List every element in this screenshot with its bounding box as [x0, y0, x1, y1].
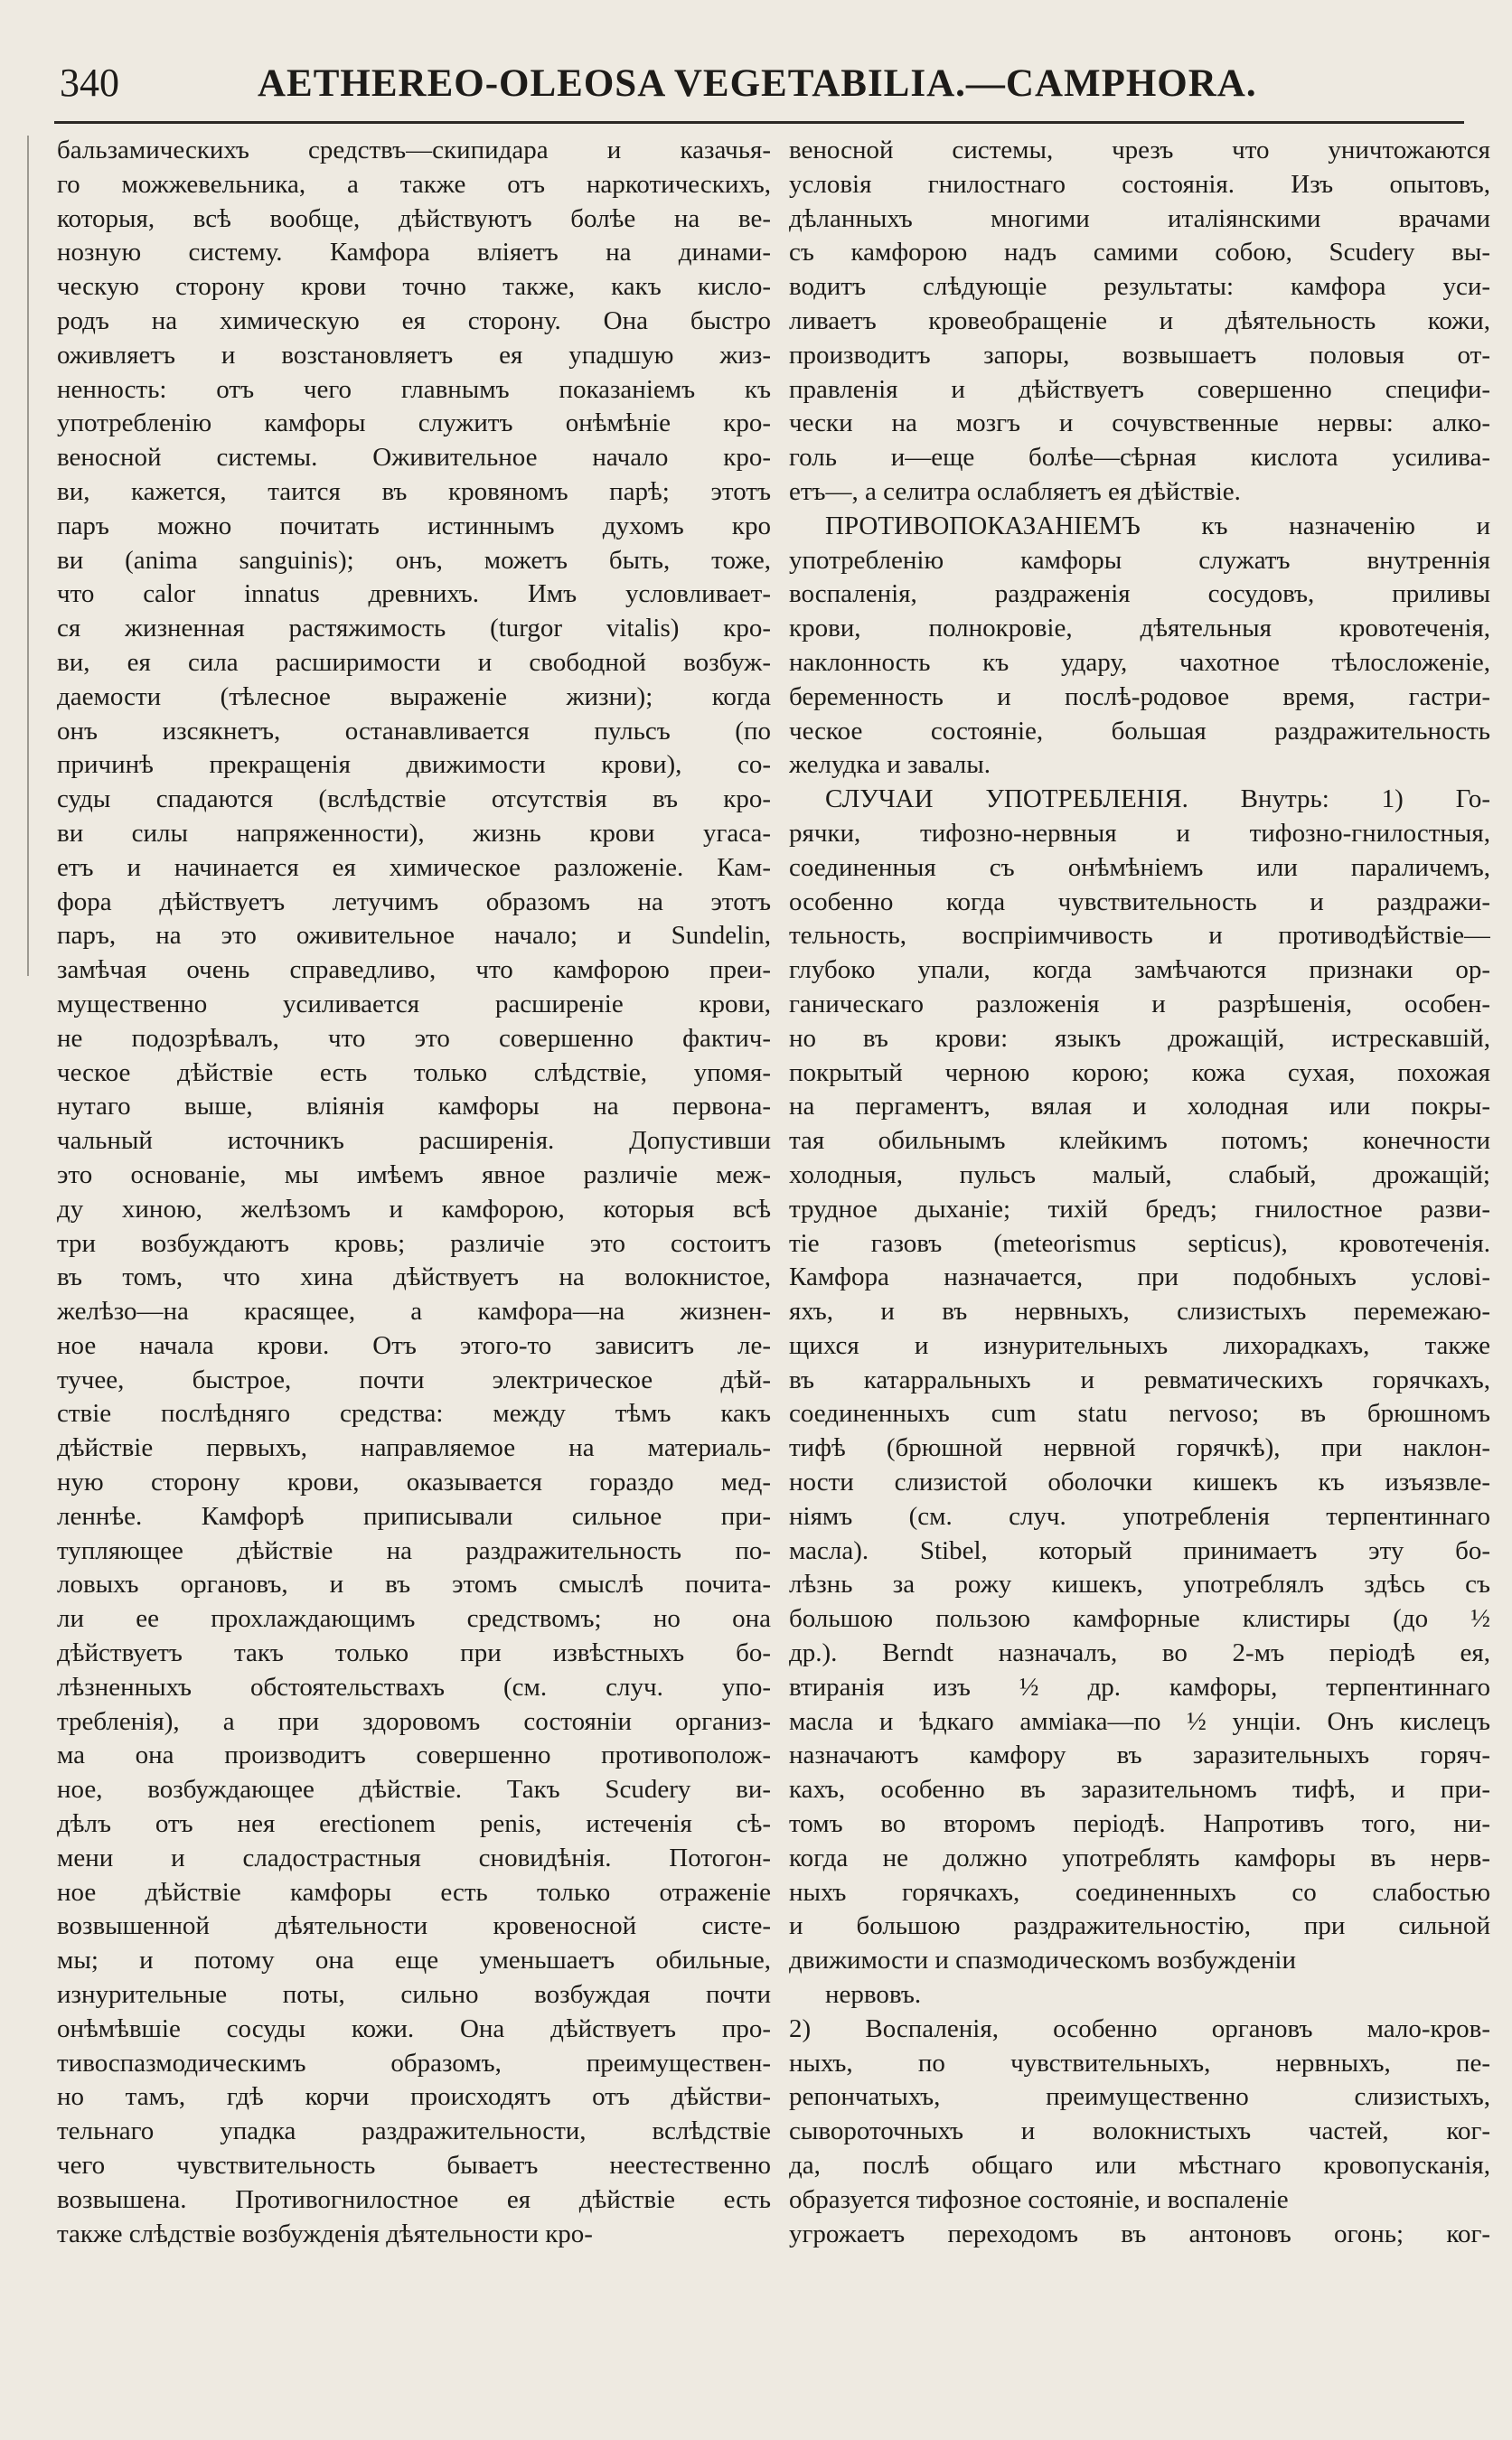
text-line: въ томъ, что хина дѣйствуетъ на волокнистое, — [57, 1262, 771, 1292]
text-line: ду хиною, желѣзомъ и камфорою, которыя всѣ — [57, 1194, 771, 1224]
text-line: возвышена. Противогнилостное ея дѣйствіе есть — [57, 2184, 771, 2214]
text-line: ганическаго разложенія и разрѣшенія, особен- — [789, 989, 1490, 1018]
text-line: мущественно усиливается расширеніе крови, — [57, 989, 771, 1018]
text-line: мы; и потому она еще уменьшаетъ обильные, — [57, 1946, 771, 1975]
text-line: леннѣе. Камфорѣ приписывали сильное при- — [57, 1501, 771, 1531]
text-line: тучее, быстрое, почти электрическое дѣй- — [57, 1365, 771, 1394]
text-line: паръ, на это оживительное начало; и Sundelin, — [57, 921, 771, 951]
text-line: масла). Stibel, который принимаетъ эту бо- — [789, 1535, 1490, 1565]
text-line: дѣланныхъ многими италіянскими врачами — [789, 203, 1490, 233]
text-line: родъ на химическую ея сторону. Она быстро — [57, 305, 771, 335]
text-line: чальный источникъ расширенія. Допустивши — [57, 1126, 771, 1156]
text-line: тельность, воспріимчивость и противодѣйствіе— — [789, 921, 1490, 951]
text-line: крови, полнокровіе, дѣятельныя кровотеченія, — [789, 614, 1490, 643]
text-line: изнурительные поты, сильно возбуждая почти — [57, 1980, 771, 2010]
text-line: ное, возбуждающее дѣйствіе. Такъ Scudery ви- — [57, 1775, 771, 1805]
text-line: фора дѣйствуетъ летучимъ образомъ на этотъ — [57, 887, 771, 916]
left-column — [57, 134, 771, 2251]
text-line: ви силы напряженности), жизнь крови угаса- — [57, 818, 771, 848]
running-title: AETHEREO-OLEOSA VEGETABILIA.—CAMPHORA. — [258, 62, 1257, 105]
header-rule — [54, 121, 1464, 124]
text-line: правленія и дѣйствуетъ совершенно специфи- — [789, 374, 1490, 404]
text-line: онѣмѣвшіе сосуды кожи. Она дѣйствуетъ про- — [57, 2013, 771, 2043]
text-line: это основаніе, мы имѣемъ явное различіе меж- — [57, 1159, 771, 1189]
text-line: ное дѣйствіе камфоры есть только отраженіе — [57, 1877, 771, 1907]
text-line: веносной системы, чрезъ что уничтожаются — [789, 136, 1490, 164]
text-line: яхъ, и въ нервныхъ, слизистыхъ перемежаю- — [789, 1297, 1490, 1327]
text-line: ненность: отъ чего главнымъ показаніемъ къ — [57, 374, 771, 404]
text-line: ныхъ, по чувствительныхъ, нервныхъ, пе- — [789, 2048, 1490, 2078]
text-line: ви (anima sanguinis); онъ, можетъ быть, тоже, — [57, 545, 771, 575]
text-line: лѣзнь за рожу кишекъ, употреблялъ здѣсь съ — [789, 1570, 1490, 1600]
text-line: тифѣ (брюшной нервной горячкѣ), при наклон- — [789, 1433, 1490, 1463]
text-line: которыя, всѣ вообще, дѣйствуютъ болѣе на ве- — [57, 203, 771, 233]
text-line: ную сторону крови, оказывается гораздо мед- — [57, 1468, 771, 1497]
running-head — [54, 56, 1464, 110]
text-line: наклонность къ удару, чахотное тѣлосложеніе, — [789, 647, 1490, 677]
text-line: на пергаментъ, вялая и холодная или покры- — [789, 1092, 1490, 1121]
text-line: беременность и послѣ-родовое время, гастри- — [789, 681, 1490, 711]
text-line: съ камфорою надъ самими собою, Scudery вы- — [789, 238, 1490, 267]
text-line: ствіе послѣдняго средства: между тѣмъ какъ — [57, 1399, 771, 1429]
text-line: ческое дѣйствіе есть только слѣдствіе, упомя- — [57, 1057, 771, 1087]
text-line: большою пользою камфорные клистиры (до ½ — [789, 1604, 1490, 1634]
text-line: трудное дыханіе; тихій бредъ; гнилостное разви- — [789, 1194, 1490, 1224]
text-line: что calor innatus древнихъ. Имъ условливает- — [57, 579, 771, 609]
text-line: сывороточныхъ и волокнистыхъ частей, ког- — [789, 2116, 1490, 2146]
text-line: образуется тифозное состояніе, и воспаленіе — [789, 2184, 1289, 2214]
text-line: да, послѣ общаго или мѣстнаго кровопусканія, — [789, 2151, 1490, 2181]
text-line: ПРОТИВОПОКАЗАНІЕМЪ къ назначенію и — [825, 511, 1490, 540]
text-line: но тамъ, гдѣ корчи происходятъ отъ дѣйстви- — [57, 2082, 771, 2112]
right-column — [789, 134, 1490, 2251]
text-line: водитъ слѣдующіе результаты: камфора уси- — [789, 272, 1490, 302]
text-line: СЛУЧАИ УПОТРЕБЛЕНІЯ. Внутрь: 1) Го- — [825, 784, 1490, 814]
text-line: бальзамическихъ средствъ—скипидара и казачья- — [57, 136, 771, 164]
text-line: нервовъ. — [825, 1980, 922, 2010]
text-line: веносной системы. Оживительное начало кро- — [57, 443, 771, 473]
text-line: тупляющее дѣйствіе на раздражительность по- — [57, 1535, 771, 1565]
text-line: тельнаго упадка раздражительности, вслѣдствіе — [57, 2116, 771, 2146]
text-line: употребленію камфоры служатъ внутреннія — [789, 545, 1490, 575]
text-line: ческую сторону крови точно также, какъ кисло- — [57, 272, 771, 302]
text-line: щихся и изнурительныхъ лихорадкахъ, также — [789, 1330, 1490, 1360]
text-line: условія гнилостнаго состоянія. Изъ опытовъ, — [789, 169, 1490, 199]
text-line: етъ и начинается ея химическое разложеніе. Кам- — [57, 852, 771, 882]
text-line: глубоко упали, когда замѣчаются признаки ор- — [789, 955, 1490, 985]
text-line: кахъ, особенно въ заразительномъ тифѣ, и при- — [789, 1775, 1490, 1805]
text-line: употребленію камфоры служитъ онѣмѣніе кро- — [57, 408, 771, 438]
text-line: дѣлъ отъ нея erectionem penis, истеченія сѣ- — [57, 1809, 771, 1839]
text-line: когда не должно употреблять камфоры въ нерв- — [789, 1843, 1490, 1872]
text-line: также слѣдствіе возбужденія дѣятельности кро- — [57, 2219, 593, 2248]
text-line: соединенныя съ онѣмѣніемъ или параличемъ, — [789, 852, 1490, 882]
text-line: особенно когда чувствительность и раздражи- — [789, 887, 1490, 916]
text-line: оживляетъ и возстановляетъ ея упадшую жиз- — [57, 340, 771, 370]
text-line: и большою раздражительностію, при сильной — [789, 1911, 1490, 1941]
text-line: три возбуждаютъ кровь; различіе это состоитъ — [57, 1228, 771, 1258]
text-line: нутаго выше, вліянія камфоры на первона- — [57, 1092, 771, 1121]
text-line: чески на мозгъ и сочувственные нервы: алко- — [789, 408, 1490, 438]
text-line: ловыхъ органовъ, и въ этомъ смыслѣ почита- — [57, 1570, 771, 1600]
text-line: суды спадаются (вслѣдствіе отсутствія въ кро- — [57, 784, 771, 814]
text-line: дѣйствіе первыхъ, направляемое на материаль- — [57, 1433, 771, 1463]
text-line: ности слизистой оболочки кишекъ къ изъязвле- — [789, 1468, 1490, 1497]
text-line: рячки, тифозно-нервныя и тифозно-гнилостныя, — [789, 818, 1490, 848]
text-line: ли ее прохлаждающимъ средствомъ; но она — [57, 1604, 771, 1634]
text-line: назначаютъ камфору въ заразительныхъ горяч- — [789, 1741, 1490, 1770]
text-line: 2) Воспаленія, особенно органовъ мало-кров- — [789, 2013, 1490, 2043]
text-line: го можжевельника, а также отъ наркотическихъ, — [57, 169, 771, 199]
text-line: др.). Berndt назначалъ, во 2-мъ періодѣ ея, — [789, 1638, 1490, 1668]
text-line: репончатыхъ, преимущественно слизистыхъ, — [789, 2082, 1490, 2112]
text-line: ви, кажется, таится въ кровяномъ парѣ; этотъ — [57, 476, 771, 506]
text-line: замѣчая очень справедливо, что камфорою преи- — [57, 955, 771, 985]
text-line: мени и сладострастныя сновидѣнія. Потогон- — [57, 1843, 771, 1872]
text-line: желудка и завалы. — [789, 750, 991, 780]
text-line: ныхъ горячкахъ, соединенныхъ со слабостью — [789, 1877, 1490, 1907]
text-line: возвышенной дѣятельности кровеносной систе- — [57, 1911, 771, 1941]
text-line: дѣйствуетъ такъ только при извѣстныхъ бо- — [57, 1638, 771, 1668]
text-line: соединенныхъ cum statu nervoso; въ брюшномъ — [789, 1399, 1490, 1429]
text-line: даемости (тѣлесное выраженіе жизни); когда — [57, 681, 771, 711]
text-line: ческое состояніе, большая раздражительность — [789, 716, 1490, 746]
text-line: томъ во второмъ періодѣ. Напротивъ того, ни- — [789, 1809, 1490, 1839]
text-line: ви, ея сила расширимости и свободной возбуж- — [57, 647, 771, 677]
text-line: въ катарральныхъ и ревматическихъ горячкахъ, — [789, 1365, 1490, 1394]
page-number: 340 — [60, 61, 119, 105]
text-line: голь и—еще болѣе—сѣрная кислота усилива- — [789, 443, 1490, 473]
text-line: онъ изсякнетъ, останавливается пульсъ (по — [57, 716, 771, 746]
text-line: ное начала крови. Отъ этого-то зависитъ ле- — [57, 1330, 771, 1360]
text-line: угрожаетъ переходомъ въ антоновъ огонь; ког- — [789, 2219, 1490, 2248]
text-line: не подозрѣвалъ, что это совершенно фактич- — [57, 1023, 771, 1053]
text-line: нозную систему. Камфора вліяетъ на динами- — [57, 238, 771, 267]
text-line: причинѣ прекращенія движимости крови), со- — [57, 750, 771, 780]
text-line: Камфора назначается, при подобныхъ услові- — [789, 1262, 1490, 1292]
text-line: чего чувствительность бываетъ неестественно — [57, 2151, 771, 2181]
text-line: тивоспазмодическимъ образомъ, преимуществен- — [57, 2048, 771, 2078]
text-line: холодныя, пульсъ малый, слабый, дрожащій; — [789, 1159, 1490, 1189]
text-line: паръ можно почитать истиннымъ духомъ кро — [57, 511, 771, 540]
text-line: требленія), а при здоровомъ состояніи организ- — [57, 1706, 771, 1736]
text-line: лѣзненныхъ обстоятельствахъ (см. случ. упо- — [57, 1672, 771, 1702]
text-line: ливаетъ кровеобращеніе и дѣятельность кожи, — [789, 305, 1490, 335]
text-line: желѣзо—на красящее, а камфора—на жизнен- — [57, 1297, 771, 1327]
text-line: движимости и спазмодическомъ возбужденіи — [789, 1946, 1296, 1975]
text-line: тіе газовъ (meteorismus septicus), кровотеченія. — [789, 1228, 1490, 1258]
text-line: етъ—, а селитра ослабляетъ ея дѣйствіе. — [789, 476, 1241, 506]
text-line: но въ крови: языкъ дрожащій, истрескавшій, — [789, 1023, 1490, 1053]
text-line: воспаленія, раздраженія сосудовъ, приливы — [789, 579, 1490, 609]
text-line: тая обильнымъ клейкимъ потомъ; конечности — [789, 1126, 1490, 1156]
margin-pencil-mark — [27, 136, 29, 976]
text-line: ма она производитъ совершенно противополож- — [57, 1741, 771, 1770]
text-line: втиранія изъ ½ др. камфоры, терпентиннаго — [789, 1672, 1490, 1702]
text-line: масла и ѣдкаго аммiака—по ½ унціи. Онъ кислецъ — [789, 1706, 1490, 1736]
text-line: производитъ запоры, возвышаетъ половыя от- — [789, 340, 1490, 370]
text-line: покрытый черною корою; кожа сухая, похожая — [789, 1057, 1490, 1087]
text-line: ся жизненная растяжимость (turgor vitalis) кро- — [57, 614, 771, 643]
text-line: ніямъ (см. случ. употребленія терпентиннаго — [789, 1501, 1490, 1531]
